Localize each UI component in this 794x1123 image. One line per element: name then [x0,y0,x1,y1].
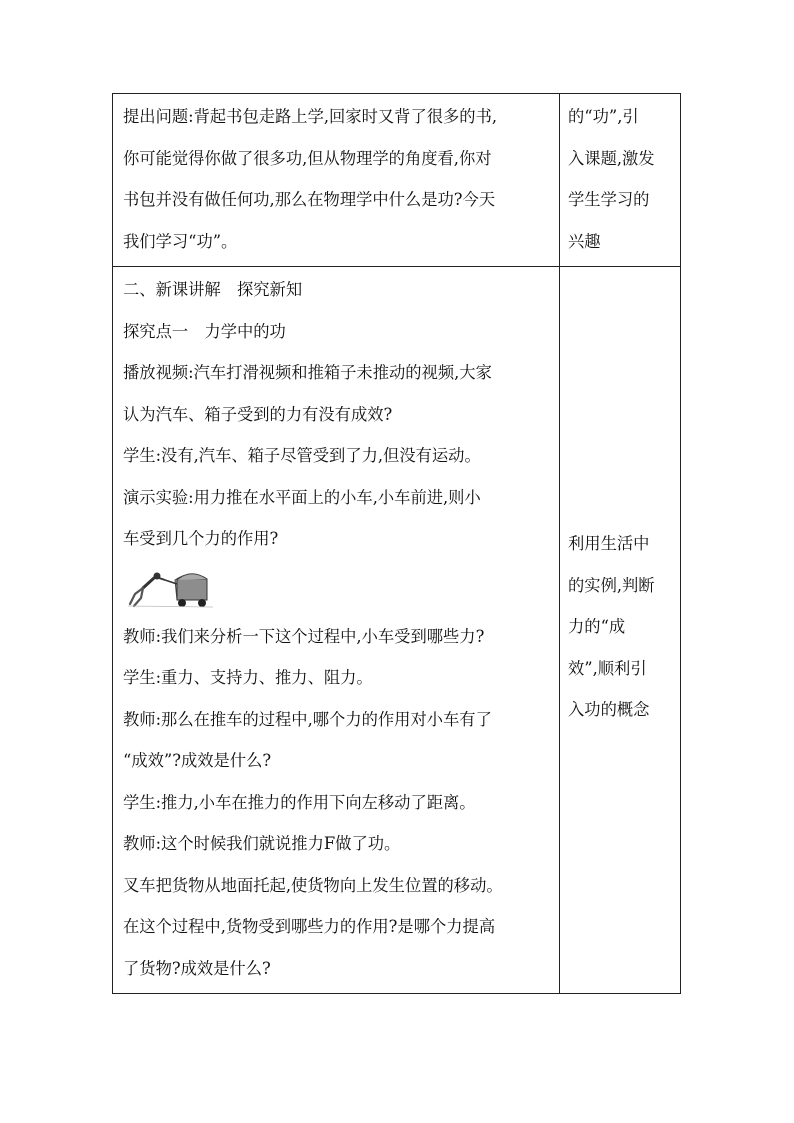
text-line: 播放视频:汽车打滑视频和推箱子未推动的视频,大家 [123,363,492,382]
text-line: 学生:推力,小车在推力的作用下向左移动了距离。 [123,792,476,812]
text-line: 车受到几个力的作用? [123,529,279,548]
side-note-cell [560,267,681,994]
side-note-line: 力的“成 [568,617,626,636]
main-cell [113,94,560,267]
text-line: 叉车把货物从地面托起,使货物向上发生位置的移动。 [123,875,503,895]
main-cell [113,267,560,994]
side-note-line: 入功的概念 [568,700,650,719]
text-line: 学生:没有,汽车、箱子尽管受到了力,但没有运动。 [123,446,481,465]
lesson-plan-table [112,93,681,994]
text-line: 教师:这个时候我们就说推力F做了功。 [123,834,401,853]
side-note-line: 利用生活中 [568,534,650,553]
text-line: 在这个过程中,货物受到哪些力的作用?是哪个力提高 [123,917,496,936]
text-line: 教师:我们来分析一下这个过程中,小车受到哪些力? [123,626,485,646]
side-note-line: 效”,顺利引 [568,658,647,678]
side-note-line: 入课题,激发 [568,148,655,168]
text-line: 认为汽车、箱子受到的力有没有成效? [123,404,393,424]
table-row [113,94,681,267]
text-line: 二、新课讲解 探究新知 [123,280,303,299]
side-note-line: 学生学习的 [568,190,650,209]
side-note-line: 兴趣 [568,231,601,251]
text-line: “成效”?成效是什么? [123,751,272,770]
side-note-line: 的实例,判断 [568,575,655,595]
text-line: 教师:那么在推车的过程中,哪个力的作用对小车有了 [123,709,492,729]
text-line: 演示实验:用力推在水平面上的小车,小车前进,则小 [123,487,481,507]
side-note-cell [560,94,681,267]
side-note-line: 的“功”,引 [568,107,639,126]
text-line: 你可能觉得你做了很多功,但从物理学的角度看,你对 [123,148,492,168]
text-line: 探究点一 力学中的功 [123,321,286,341]
text-line: 我们学习“功”。 [123,231,238,251]
text-line: 提出问题:背起书包走路上学,回家时又背了很多的书, [123,107,498,126]
table-row [113,267,681,994]
text-line: 了货物?成效是什么? [123,958,271,978]
text-line: 学生:重力、支持力、推力、阻力。 [123,668,373,687]
person-pushing-cart-figure [113,560,559,616]
text-line: 书包并没有做任何功,那么在物理学中什么是功?今天 [123,190,496,209]
